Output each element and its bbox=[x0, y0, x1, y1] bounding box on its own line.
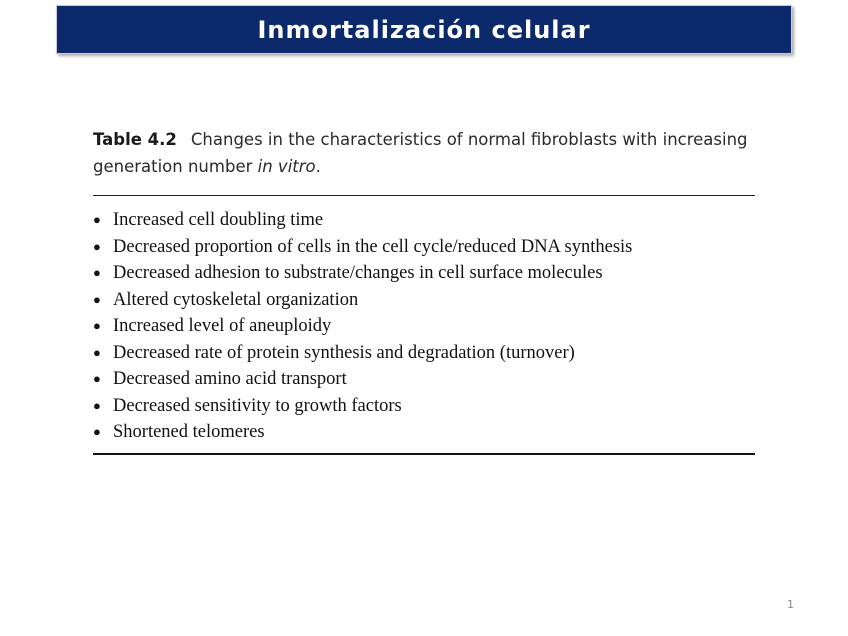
table-number: Table 4.2 bbox=[93, 130, 177, 149]
list-item-text: Decreased rate of protein synthesis and degradation (turnover) bbox=[113, 342, 575, 363]
bullet-icon: ● bbox=[93, 318, 101, 333]
bullet-icon: ● bbox=[93, 371, 101, 386]
slide-title: Inmortalización celular bbox=[257, 15, 591, 44]
bullet-icon: ● bbox=[93, 397, 101, 413]
list-item bbox=[93, 260, 632, 287]
list-item bbox=[93, 234, 632, 261]
list-item bbox=[93, 340, 632, 367]
list-item-text: Decreased amino acid transport bbox=[113, 369, 347, 389]
bullet-icon: ● bbox=[93, 265, 101, 280]
list-item bbox=[93, 313, 632, 340]
table-top-rule bbox=[93, 195, 755, 196]
list-item bbox=[93, 207, 632, 234]
list-item-text: Altered cytoskeletal organization bbox=[113, 289, 359, 310]
caption-end: . bbox=[315, 157, 321, 176]
list-item bbox=[93, 393, 632, 420]
caption-text: Changes in the characteristics of normal fibroblasts with increasing generation number bbox=[93, 130, 748, 176]
list-item-text: Decreased sensitivity to growth factors bbox=[113, 395, 402, 416]
list-item-text: Decreased adhesion to substrate/changes in cell surface molecules bbox=[113, 263, 603, 283]
table-bottom-rule bbox=[93, 453, 755, 455]
bullet-icon: ● bbox=[93, 424, 101, 439]
list-item-text: Increased level of aneuploidy bbox=[113, 316, 332, 336]
characteristics-list bbox=[93, 207, 632, 446]
list-item bbox=[93, 287, 632, 314]
page-number: 1 bbox=[787, 598, 794, 611]
bullet-icon: ● bbox=[93, 212, 101, 227]
bullet-icon: ● bbox=[93, 238, 101, 254]
list-item-text: Shortened telomeres bbox=[113, 422, 265, 442]
list-item bbox=[93, 419, 632, 446]
caption-italic: in vitro bbox=[257, 157, 316, 176]
bullet-icon: ● bbox=[93, 291, 101, 307]
list-item bbox=[93, 366, 632, 393]
list-item-text: Increased cell doubling time bbox=[113, 210, 324, 230]
title-banner bbox=[56, 5, 792, 54]
bullet-icon: ● bbox=[93, 344, 101, 360]
list-item-text: Decreased proportion of cells in the cell cycle/reduced DNA synthesis bbox=[113, 236, 633, 257]
table-caption bbox=[93, 126, 773, 180]
